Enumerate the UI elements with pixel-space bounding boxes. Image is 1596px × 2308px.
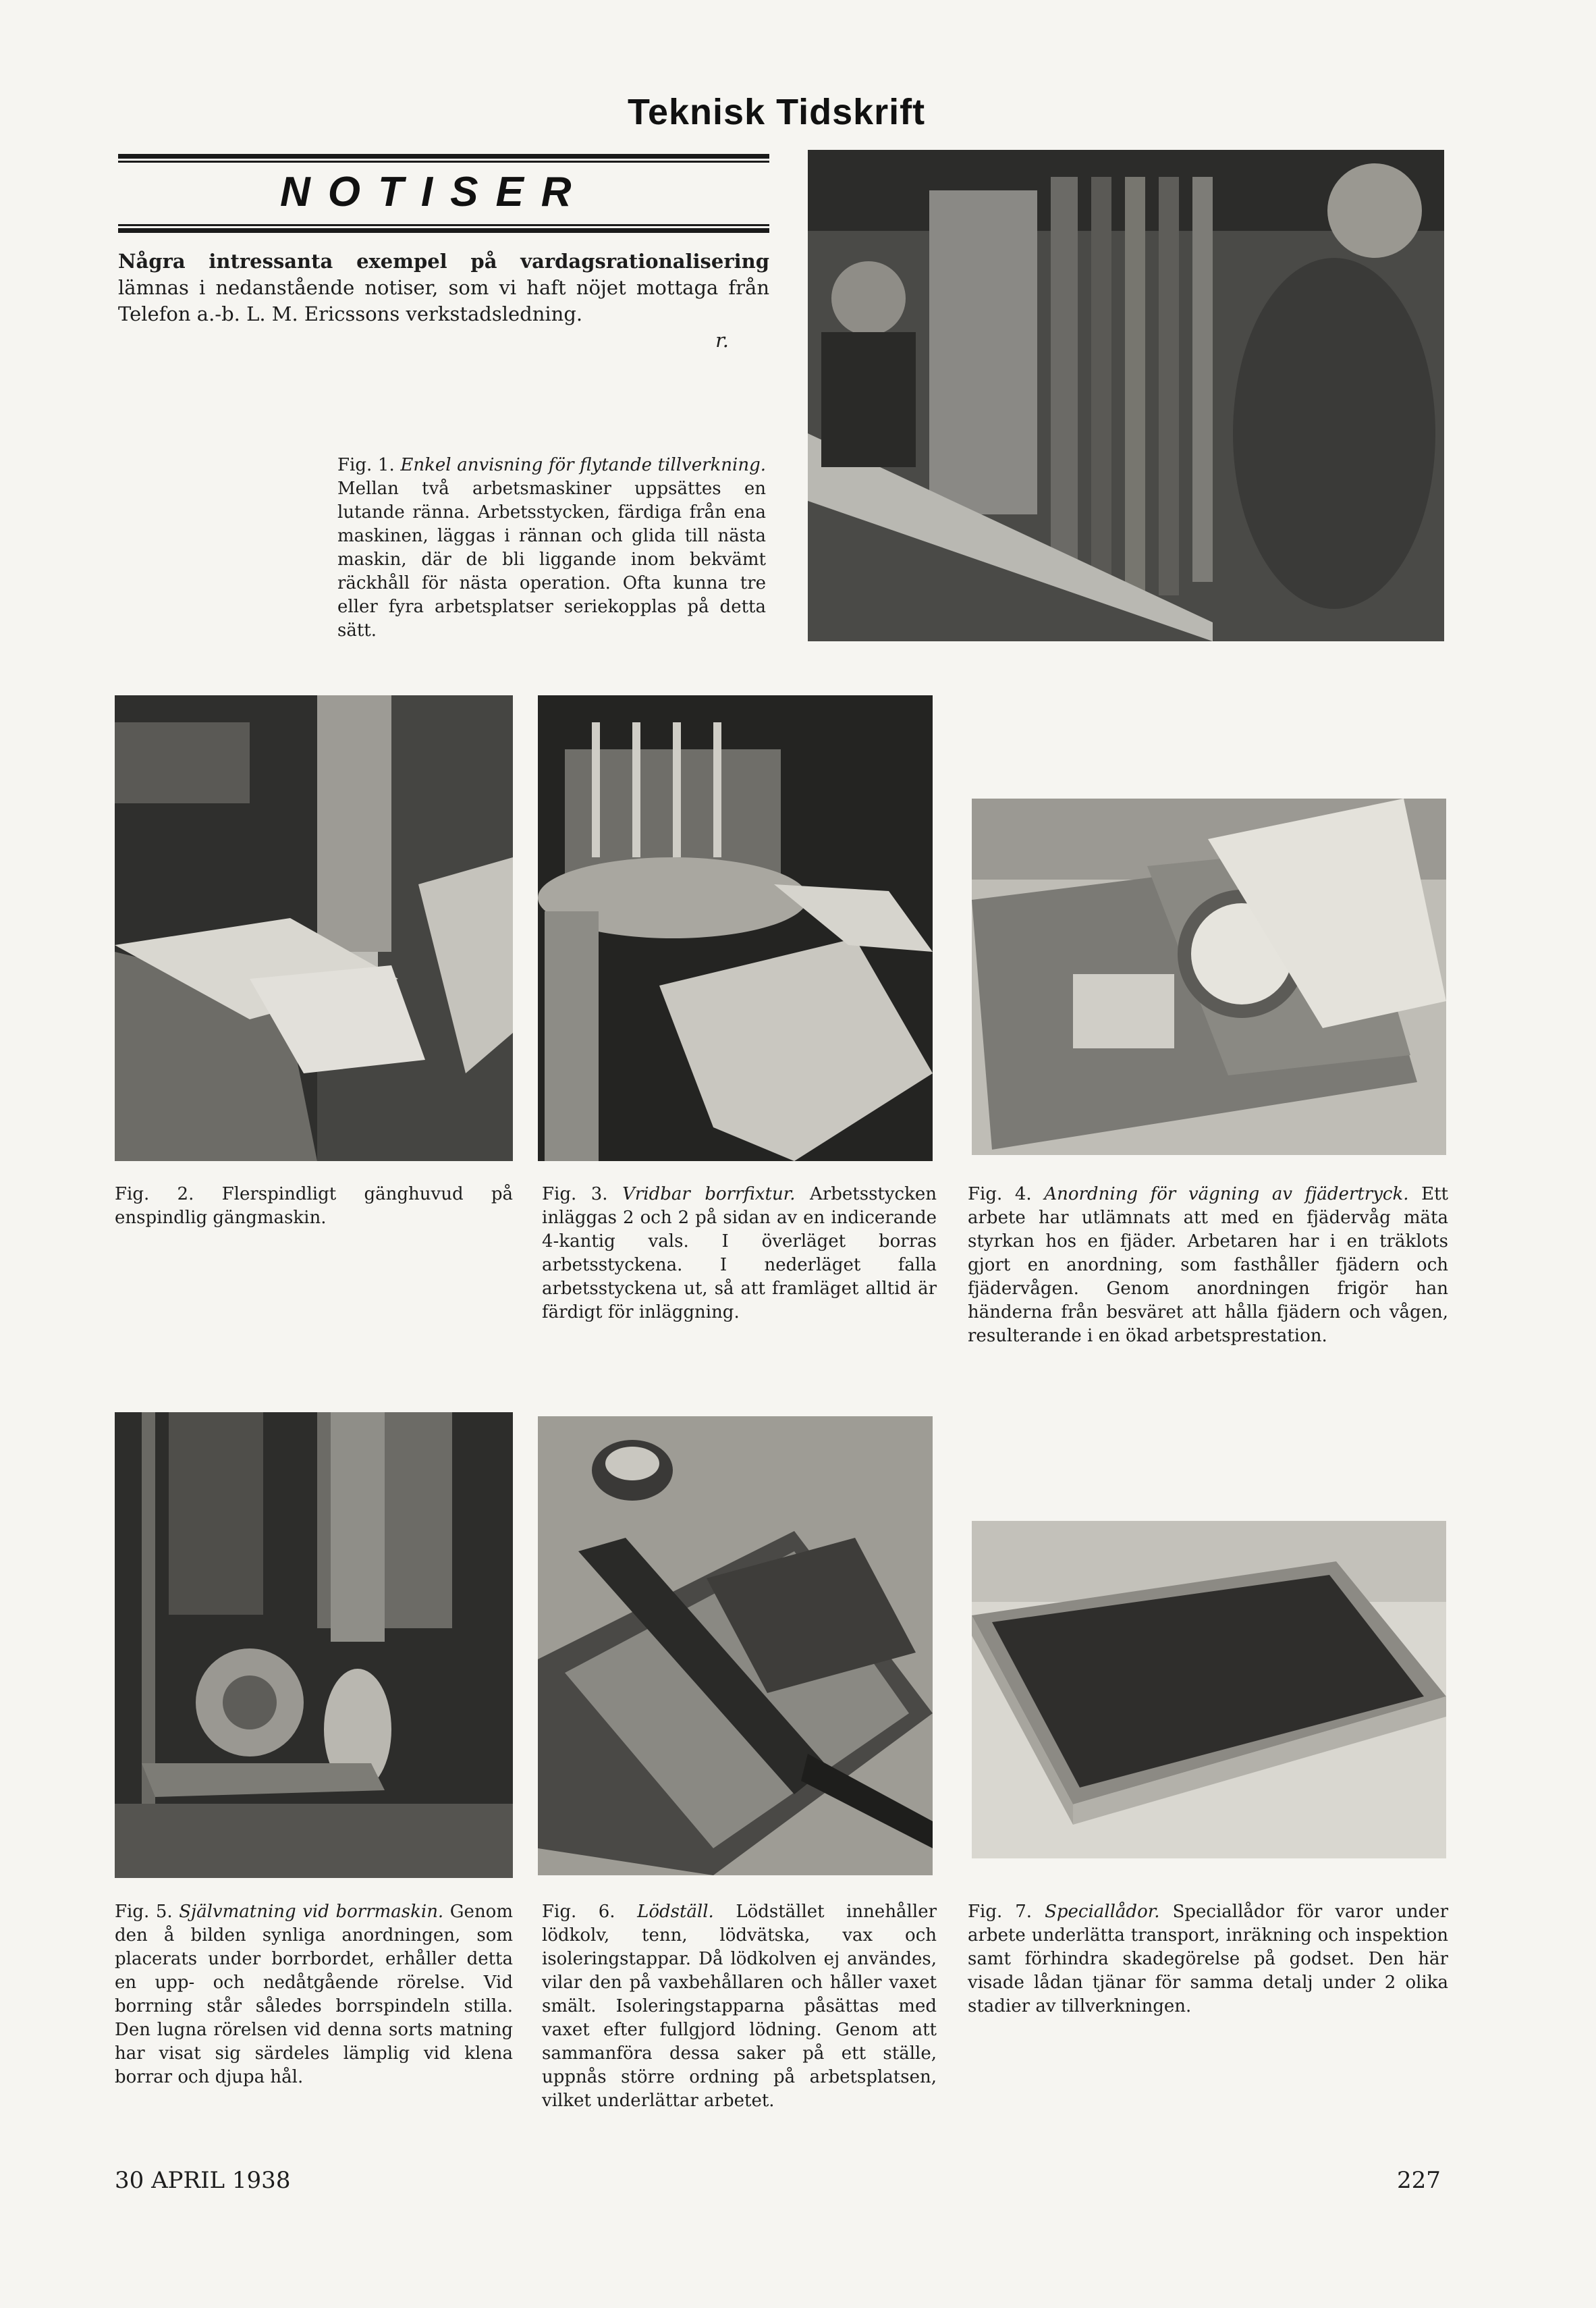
fig7-text: Speciallådor för varor under arbete underlätta transport, inräkning och inspektion samt förhindra skadegörelse på godset. Den här visade lådan tjänar för samma detalj under 2 olika stadier av tillverkningen. (968, 1902, 1448, 2016)
fig1-title: Enkel anvisning för flytande tillverkning. (400, 455, 767, 475)
fig3-text: Arbetsstycken inläggas 2 och 2 på sidan av en indicerande 4-kantig vals. I överläget borras arbetsstyckena. I nederläget falla arbetsstyckena ut, så att framläget alltid är färdigt för inläggning. (542, 1184, 937, 1322)
fig5-number: Fig. 5. (115, 1902, 173, 1922)
tapping-machine-photo (115, 695, 513, 1161)
intro-paragraph (118, 248, 769, 354)
fig4-caption (968, 1183, 1448, 1348)
drill-press-photo (115, 1412, 513, 1878)
top-rule (118, 154, 769, 159)
fig5-title: Självmatning vid borrmaskin. (179, 1902, 444, 1922)
intro-signature: r. (715, 329, 729, 352)
fig1-text: Mellan två arbetsmaskiner uppsättes en lutande ränna. Arbetsstycken, färdiga från ena maskinen, läggas i rännan och glida till nästa maskin, där de bli liggande inom bekvämt räckhåll för nästa operation. Ofta kunna tre eller fyra arbetsplatser seriekopplas på detta sätt. (337, 479, 766, 641)
fig3-title: Vridbar borrfixtur. (622, 1184, 796, 1204)
fig6-text: Lödstället innehåller lödkolv, tenn, lödvätska, vax och isoleringstappar. Då lödkolven ej användes, vilar den på vaxbehållaren och håller vaxet smält. Isoleringstapparna påsättas med vaxet efter fullgjord lödning. Genom att sammanföra dessa saker på ett ställe, uppnås större ordning på arbetsplatsen, vilket underlättar arbetet. (542, 1902, 937, 2111)
drill-fixture-photo (538, 695, 933, 1161)
footer-date: 30 APRIL 1938 (115, 2167, 291, 2194)
fig3-number: Fig. 3. (542, 1184, 608, 1204)
soldering-stand-photo (538, 1416, 933, 1875)
parts-tray-photo (972, 1521, 1446, 1858)
fig7-caption (968, 1900, 1448, 2018)
fig4-title: Anordning för vägning av fjädertryck. (1044, 1184, 1409, 1204)
fig6-caption (542, 1900, 937, 2113)
fig6-number: Fig. 6. (542, 1902, 615, 1922)
bottom-rule (118, 228, 769, 233)
fig4-text: Ett arbete har utlämnats att med en fjädervåg mäta styrkan hos en fjäder. Arbetaren har i en träklots gjort en anordning, som fasthåller fjädern och fjädervågen. Genom anordningen frigör han händerna från besväret att hålla fjädern och vågen, resulterande i en ökad arbetsprestation. (968, 1184, 1448, 1346)
intro-body: lämnas i nedanstående notiser, som vi haft nöjet mottaga från Telefon a.-b. L. M. Ericssons verkstadsledning. (118, 276, 769, 325)
fig2-text: Flerspindligt gänghuvud på enspindlig gängmaskin. (115, 1184, 513, 1228)
fig5-text: Genom den å bilden synliga anordningen, som placerats under borrbordet, erhåller detta en upp- och nedåtgående rörelse. Vid borrning står således borrspindeln stilla. Den lugna rörelsen vid denna sorts matning har visat sig särdeles lämplig vid klena borrar och djupa hål. (115, 1902, 513, 2087)
intro-lead: Några intressanta exempel på vardagsrationalisering (118, 250, 769, 273)
fig7-title: Speciallådor. (1045, 1902, 1160, 1922)
page-number: 227 (1397, 2167, 1441, 2194)
fig1-caption (337, 454, 766, 643)
bottom-rule-thin (118, 224, 769, 226)
journal-masthead: Teknisk Tidskrift (628, 92, 926, 132)
fig5-caption (115, 1900, 513, 2089)
fig2-number: Fig. 2. (115, 1184, 194, 1204)
fig2-caption (115, 1183, 513, 1230)
fig4-number: Fig. 4. (968, 1184, 1032, 1204)
fig6-title: Lödställ. (637, 1902, 714, 1922)
spring-scale-photo (972, 799, 1446, 1155)
fig1-number: Fig. 1. (337, 455, 395, 475)
fig7-number: Fig. 7. (968, 1902, 1033, 1922)
section-title: NOTISER (280, 169, 589, 215)
workshop-machines-photo (808, 150, 1444, 641)
fig3-caption (542, 1183, 937, 1324)
